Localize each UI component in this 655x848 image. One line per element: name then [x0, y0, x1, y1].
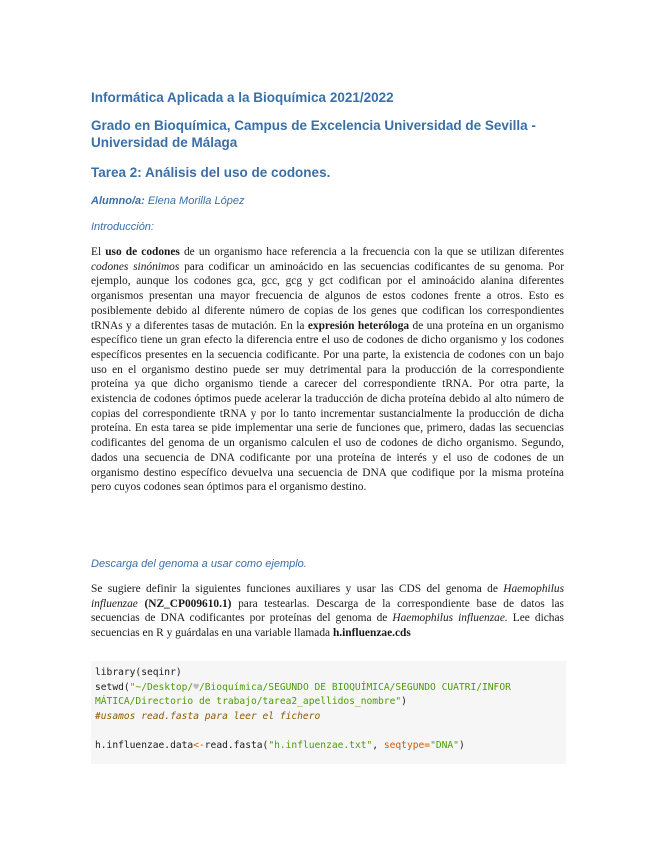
download-heading: Descarga del genoma a usar como ejemplo.: [91, 558, 307, 570]
code-line-1: library(seqinr): [95, 667, 182, 678]
intro-text-4: de una proteína en un organismo específico tiene un gran efecto la diferencia entre el uso de codones de dicho organismo y los codones específicos presentes en la secuencia codificante. Por una parte, la existencia de codones con un bajo uso en el organismo destino puede ser muy detrimental para la producción de la correspondiente proteína ya que dicho organismo tiende a carecer del correspondiente tRNA. Por otra parte, la existencia de codones óptimos puede acelerar la traducción de dicha proteína debido al alto número de copias del correspondiente tRNA y por lo tanto incrementar sustancialmente la producción de dicha proteína. En esta tarea se pide implementar una serie de funciones que, primero, dadas las secuencias codificantes del genoma de un organismo calculen el uso de codones de dicho organismo. Segundo, dados una secuencia de DNA codificante por una proteína de interés y el uso de codones de un organismo destino específico devuelva una secuencia de DNA que codifique por la misma proteína pero cuyos codones sean óptimos para el organismo destino.: [91, 319, 564, 494]
download-text-2: para testearlas. Descarga de la correspondiente base de datos las secuencias de DNA codificantes por proteínas del genoma de: [91, 597, 564, 625]
task-title: Tarea 2: Análisis del uso de codones.: [91, 165, 331, 180]
download-bold-accession: (NZ_CP009610.1): [137, 597, 232, 610]
student-name: Elena Morilla López: [147, 195, 245, 207]
intro-heading: Introducción:: [91, 221, 154, 233]
code-line-5: [95, 724, 562, 739]
student-label: Alumno/a:: [91, 195, 145, 207]
download-bold-variable: h.influenzae.cds: [332, 627, 411, 640]
download-text-3: Lee dichas secuencias en R y guárdalas en una variable llamada: [91, 612, 564, 640]
intro-bold-codon-usage: uso de codones: [105, 246, 180, 258]
code-line-6: h.influenzae.data<-read.fasta("h.influenzae.txt", seqtype="DNA"): [95, 739, 465, 751]
intro-paragraph: [91, 245, 564, 495]
course-title: Informática Aplicada a la Bioquímica 2021/2022: [91, 90, 394, 105]
download-italic-species: Haemophilus influenzae: [91, 583, 564, 610]
intro-text-3: para codificar un aminoácido en las secuencias codificantes de su genoma. Por ejemplo, aunque los codones gca, gcc, gcg y gct codifican por el aminoácido alanina diferentes organismos presentan una mayor frecuencia de algunos de estos codones frente a otros. Esto es posiblemente debido al diferente número de copias de los genes que codifican los correspondientes tRNAs y a diferentes tasas de mutación. En la: [91, 260, 564, 332]
download-text-1: Se sugiere definir la siguientes funciones auxiliares y usar las CDS del genoma de: [91, 583, 504, 595]
student-line: [91, 194, 244, 208]
heart-icon: ♥: [193, 681, 199, 693]
intro-italic-synonyms: codones sinónimos: [91, 260, 180, 273]
intro-bold-heterologous: expresión heteróloga: [307, 319, 410, 332]
code-line-2: setwd("~/Desktop/♥/Bioquímica/SEGUNDO DE BIOQUÍMICA/SEGUNDO CUATRI/INFOR: [95, 681, 511, 693]
download-paragraph: [91, 582, 564, 641]
intro-text-2: de un organismo hace referencia a la frecuencia con la que se utilizan diferentes: [179, 246, 564, 258]
intro-text-1: El: [91, 246, 106, 258]
code-line-4: #usamos read.fasta para leer el fichero: [95, 710, 321, 722]
code-block[interactable]: [91, 661, 566, 764]
degree-title: Grado en Bioquímica, Campus de Excelencia Universidad de Sevilla - Universidad de Málaga: [91, 118, 536, 150]
download-italic-species-2: Haemophilus influenzae.: [392, 612, 508, 625]
code-line-3: MÁTICA/Directorio de trabajo/tarea2_apellidos_nombre"): [95, 696, 407, 707]
